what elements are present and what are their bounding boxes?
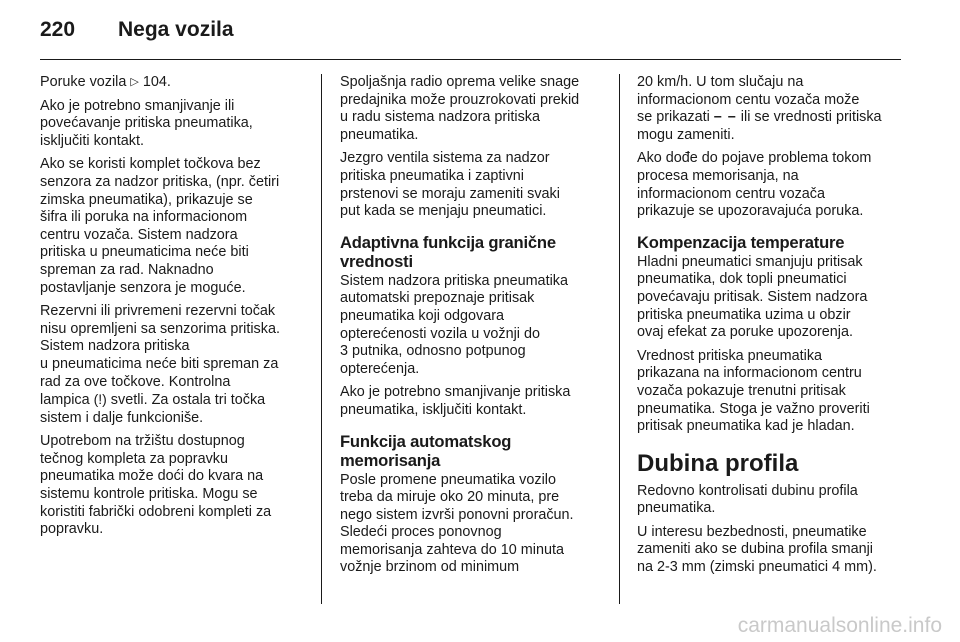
paragraph-speed-display: 20 km/h. U tom slučaju na informacionom centu vozača može se prikazati – – ili se vrednosti pritiska mogu zameniti. xyxy=(637,74,882,143)
page-title: Nega vozila xyxy=(118,18,234,41)
paragraph-check-tread: Redovno kontrolisati dubinu profila pneumatika. xyxy=(637,482,858,517)
column-1 xyxy=(40,74,315,545)
paragraph-cold-warm-tires: Hladni pneumatici smanjuju pritisak pneumatika, dok topli pneumatici povećavaju pritisak. Sistem nadzora pritiska pneumatika uzima u obzir ovaj efekat za poruke upozorenja. xyxy=(637,253,868,341)
paragraph-valve-core: Jezgro ventila sistema za nadzor pritiska pneumatika i zaptivni prstenovi se moraju zameniti svaki put kada se menjaju pneumatici. xyxy=(340,150,560,220)
page-reference-link[interactable]: 104. xyxy=(138,74,171,90)
paragraph-ignition-off: Ako je potrebno smanjivanje ili povećavanje pritiska pneumatika, isključiti kontakt. xyxy=(40,97,253,149)
header-rule xyxy=(40,59,901,60)
paragraph-memorize-problem: Ako dođe do pojave problema tokom procesa memorisanja, na informacionom centru vozača prikazuje se upozoravajuća poruka. xyxy=(637,150,872,220)
paragraph-replace-tires: U interesu bezbednosti, pneumatike zameniti ako se dubina profila smanji na 2-3 mm (zimski pneumatici 4 mm). xyxy=(637,523,877,576)
tire-pressure-warning-icon: (!) xyxy=(93,391,107,408)
column-2 xyxy=(340,74,608,583)
paragraph-after-tire-change: Posle promene pneumatika vozilo treba da miruje oko 20 minuta, pre nego sistem izvrši ponovni proračun. Sledeći proces ponovnog memorisanja zahteva do 10 minuta vožnje brzinom od minimum xyxy=(340,471,574,576)
watermark: carmanualsonline.info xyxy=(737,614,942,637)
dash-display-symbol: – – xyxy=(713,109,737,126)
column-divider-1 xyxy=(321,74,322,604)
paragraph-vehicle-messages: Poruke vozila ▷ 104. xyxy=(40,74,171,90)
paragraph-radio-interference: Spoljašnja radio oprema velike snage predajnika može prouzrokovati prekid u radu sistema nadzora pritiska pneumatika. xyxy=(340,74,580,143)
heading-auto-memorize: Funkcija automatskog memorisanja xyxy=(340,431,512,470)
paragraph-wheels-without-sensors: Ako se koristi komplet točkova bez senzora za nadzor pritiska, (npr. četiri zimska pneumatika), prikazuje se šifra ili poruka na informacionom centru vozača. Sistem nadzora pritiska u pneumaticima neće biti spreman za rad. Naknadno postavljanje senzora je moguće. xyxy=(40,156,280,296)
paragraph-repair-kit: Upotrebom na tržištu dostupnog tečnog kompleta za popravku pneumatika može doći do kvara na sistemu kontrole pritiska. Mogu se koristiti fabrički odobreni kompleti za popravku. xyxy=(40,433,272,538)
heading-adaptive-threshold: Adaptivna funkcija granične vrednosti xyxy=(340,232,556,271)
page-number: 220 xyxy=(40,18,76,41)
column-3 xyxy=(637,74,907,583)
paragraph-pressure-value: Vrednost pritiska pneumatika prikazana na informacionom centru vozača pokazuje trenutni pritisak pneumatika. Stoga je važno proveriti pritisak pneumatika kad je hladan. xyxy=(637,347,870,435)
column-divider-2 xyxy=(619,74,620,604)
paragraph-reduce-pressure: Ako je potrebno smanjivanje pritiska pneumatika, isključiti kontakt. xyxy=(340,384,571,418)
page-reference-icon: ▷ xyxy=(130,76,139,88)
paragraph-spare-wheel: Rezervni ili privremeni rezervni točak nisu opremljeni sa senzorima pritiska. Sistem nadzora pritiska u pneumaticima neće biti spreman za rad za ove točkove. Kontrolna lampica (!) svetli. Za ostala tri točka sistem i dalje funkcioniše. xyxy=(40,303,280,426)
heading-tread-depth: Dubina profila xyxy=(637,449,799,477)
paragraph-load-recognition: Sistem nadzora pritiska pneumatika automatski prepoznaje pritisak pneumatika koji odgovara opterećenosti vozila u vožnji do 3 putnika, odnosno potpunog opterećenja. xyxy=(340,272,568,377)
heading-temperature-compensation: Kompenzacija temperature xyxy=(637,232,845,252)
